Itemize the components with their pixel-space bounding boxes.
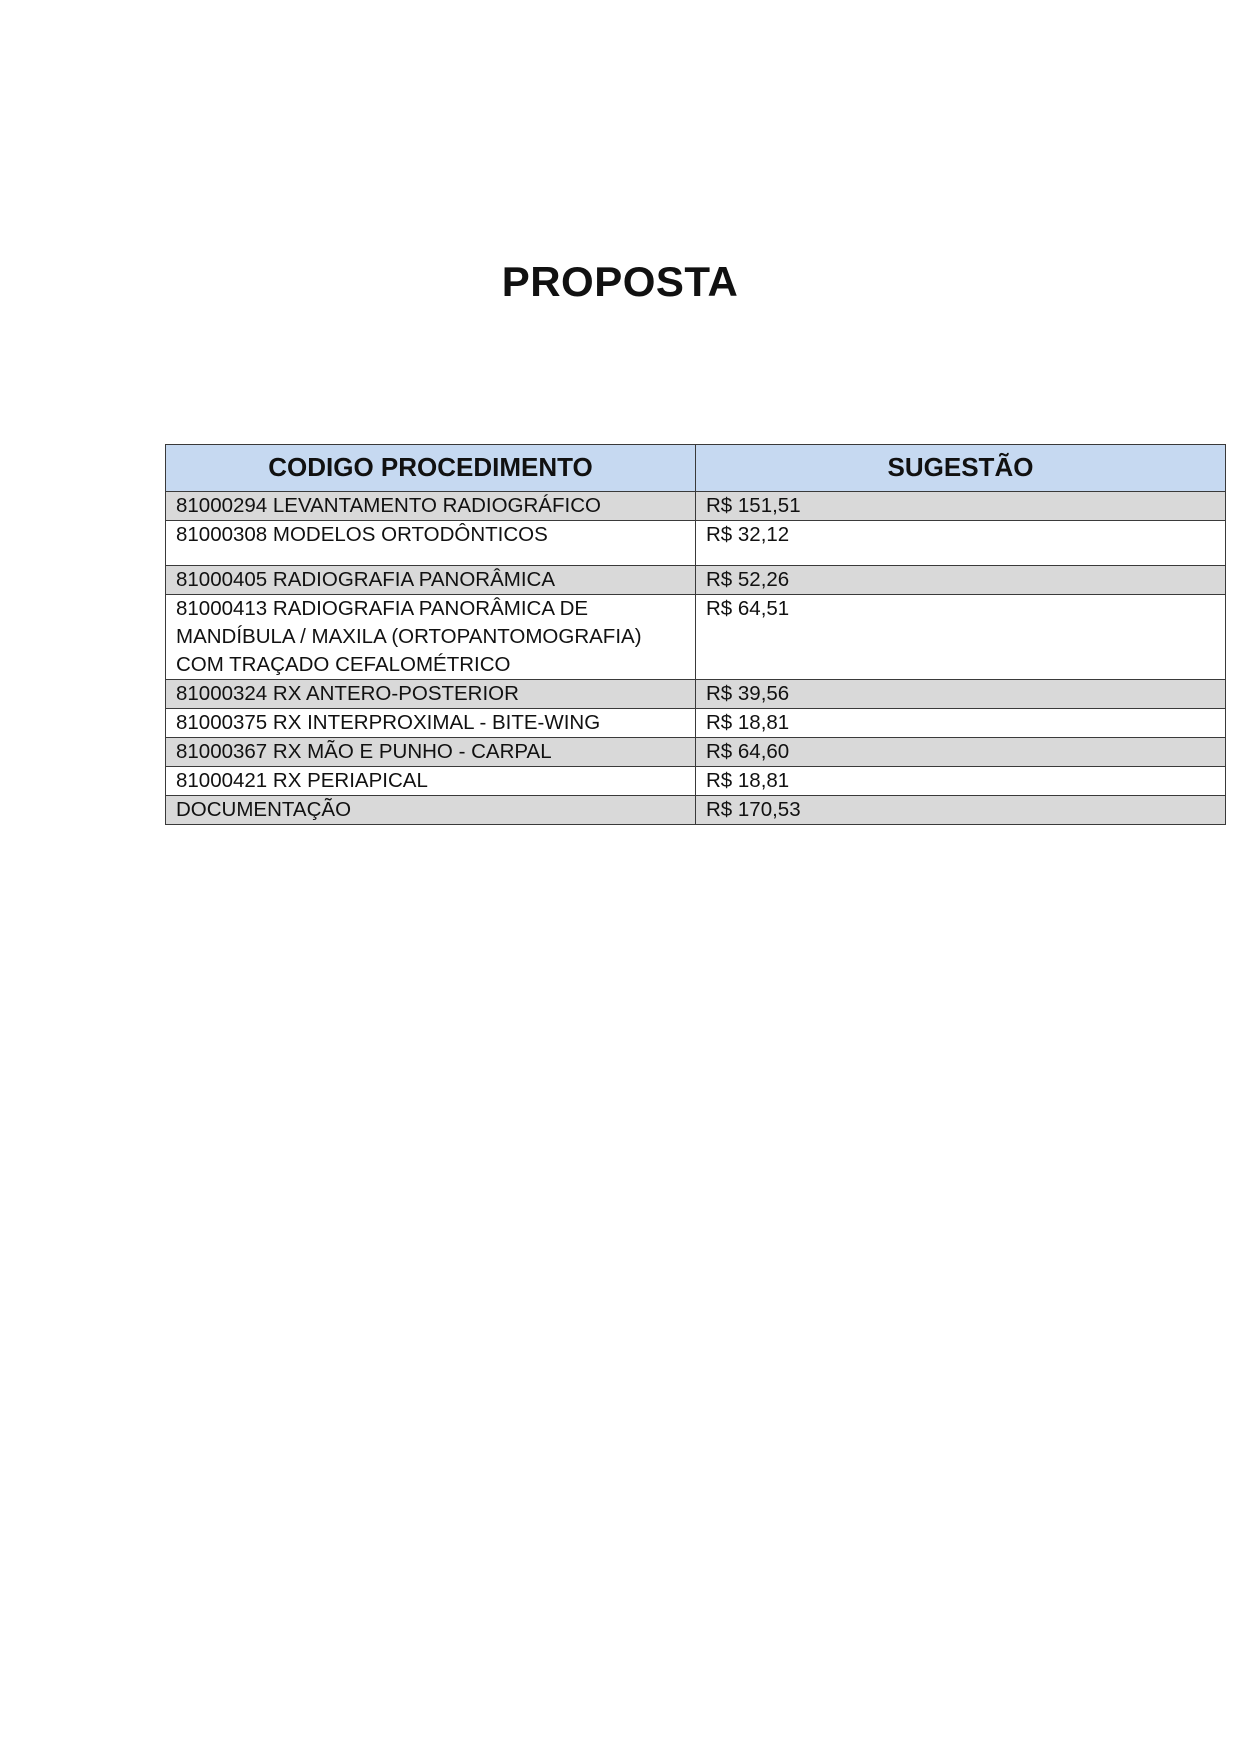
suggested-price-cell: R$ 170,53	[696, 796, 1226, 825]
table-row	[166, 767, 1226, 796]
suggested-price-cell: R$ 18,81	[696, 709, 1226, 738]
procedure-code-cell: 81000413 RADIOGRAFIA PANORÂMICA DE MANDÍBULA / MAXILA (ORTOPANTOMOGRAFIA) COM TRAÇADO CEFALOMÉTRICO	[166, 595, 696, 680]
procedure-code-cell: 81000324 RX ANTERO-POSTERIOR	[166, 680, 696, 709]
table-row	[166, 595, 1226, 680]
procedure-code-cell: 81000294 LEVANTAMENTO RADIOGRÁFICO	[166, 492, 696, 521]
procedure-code-cell: 81000421 RX PERIAPICAL	[166, 767, 696, 796]
table-header	[166, 445, 1226, 492]
column-header-code: CODIGO PROCEDIMENTO	[166, 445, 696, 492]
suggested-price-cell: R$ 151,51	[696, 492, 1226, 521]
suggested-price-cell: R$ 52,26	[696, 566, 1226, 595]
page-title: PROPOSTA	[501, 258, 739, 305]
table-row	[166, 738, 1226, 767]
table-row	[166, 796, 1226, 825]
table-row	[166, 680, 1226, 709]
table-row	[166, 566, 1226, 595]
suggested-price-cell: R$ 18,81	[696, 767, 1226, 796]
suggested-price-cell: R$ 64,60	[696, 738, 1226, 767]
procedure-code-cell: 81000367 RX MÃO E PUNHO - CARPAL	[166, 738, 696, 767]
procedure-code-cell: 81000375 RX INTERPROXIMAL - BITE-WING	[166, 709, 696, 738]
table-row	[166, 521, 1226, 566]
suggested-price-cell: R$ 39,56	[696, 680, 1226, 709]
procedures-table	[165, 444, 1226, 825]
column-header-suggestion: SUGESTÃO	[696, 445, 1226, 492]
suggested-price-cell: R$ 32,12	[696, 521, 1226, 566]
procedure-code-cell: 81000308 MODELOS ORTODÔNTICOS	[166, 521, 696, 566]
suggested-price-cell: R$ 64,51	[696, 595, 1226, 680]
procedure-code-cell: 81000405 RADIOGRAFIA PANORÂMICA	[166, 566, 696, 595]
table-row	[166, 492, 1226, 521]
table-body	[166, 492, 1226, 825]
procedure-code-cell: DOCUMENTAÇÃO	[166, 796, 696, 825]
table-row	[166, 709, 1226, 738]
table-header-row	[166, 445, 1226, 492]
